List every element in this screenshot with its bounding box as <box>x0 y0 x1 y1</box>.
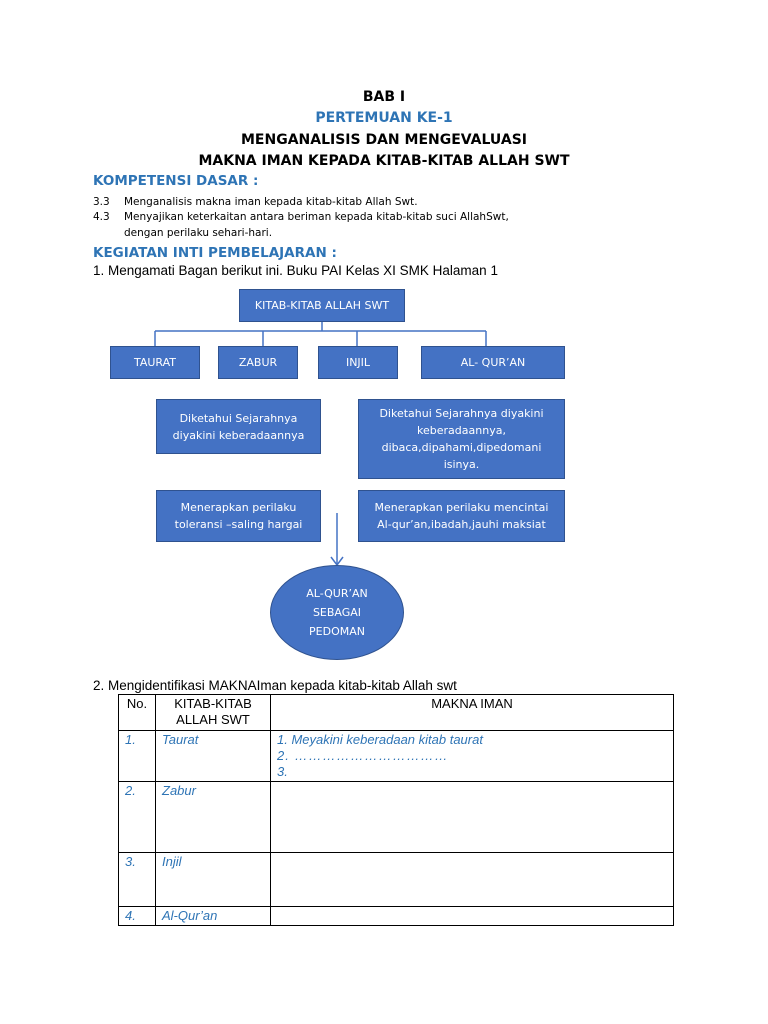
diagram-text-line: diyakini keberadaannya <box>172 428 305 442</box>
header-kitab-line: KITAB-KITAB <box>174 696 252 711</box>
diagram-left-apply-box <box>156 490 321 542</box>
row-no: 3. <box>119 853 156 907</box>
diagram-text-line: Diketahui Sejarahnya <box>179 411 298 425</box>
table-header-row <box>119 695 674 731</box>
diagram-text-line: toleransi –saling hargai <box>174 518 303 531</box>
diagram-root-box <box>239 289 405 322</box>
diagram-text-line: dibaca,dipahami,dipedomani <box>381 441 542 454</box>
header-makna: MAKNA IMAN <box>271 695 674 731</box>
table-row <box>119 907 674 926</box>
step-1-text: 1. Mengamati Bagan berikut ini. Buku PAI Kelas XI SMK Halaman 1 <box>93 263 498 278</box>
kompetensi-num: 3.3 <box>93 196 110 208</box>
diagram-right-apply-box <box>358 490 565 542</box>
diagram-text-line: Al-qur’an,ibadah,jauhi maksiat <box>377 518 546 531</box>
kompetensi-text-cont: dengan perilaku sehari-hari. <box>124 227 273 239</box>
table-row <box>119 731 674 782</box>
diagram-text-line: isinya. <box>443 458 480 471</box>
diagram-text-line: SEBAGAI <box>312 606 362 619</box>
row-kitab: Zabur <box>156 782 271 853</box>
row-no: 1. <box>119 731 156 782</box>
kompetensi-heading: KOMPETENSI DASAR : <box>93 173 259 189</box>
step-2-text: 2. Mengidentifikasi MAKNAIman kepada kitab-kitab Allah swt <box>93 678 457 693</box>
row-no: 4. <box>119 907 156 926</box>
makna-line: 2. …………………………… <box>277 748 449 763</box>
page-title-line1: MENGANALISIS DAN MENGEVALUASI <box>241 132 527 148</box>
meeting-label: PERTEMUAN KE-1 <box>315 110 453 126</box>
diagram-text-line: Menerapkan perilaku mencintai <box>374 501 549 514</box>
diagram-book-label: ZABUR <box>238 356 278 369</box>
row-kitab: Taurat <box>156 731 271 782</box>
kompetensi-num: 4.3 <box>93 211 110 223</box>
row-kitab: Al-Qur’an <box>156 907 271 926</box>
header-kitab <box>156 695 271 731</box>
diagram-left-info-box <box>156 399 321 454</box>
kegiatan-heading: KEGIATAN INTI PEMBELAJARAN : <box>93 245 337 261</box>
diagram-book-injil <box>318 346 398 379</box>
row-kitab: Injil <box>156 853 271 907</box>
row-makna[interactable] <box>271 907 674 926</box>
diagram-root-label: KITAB-KITAB ALLAH SWT <box>254 299 390 312</box>
diagram-book-zabur <box>218 346 298 379</box>
row-makna[interactable] <box>271 731 674 782</box>
diagram-result-ellipse <box>270 565 404 660</box>
diagram-book-label: AL- QUR’AN <box>460 356 526 369</box>
header-no: No. <box>119 695 156 731</box>
makna-line: 3. <box>277 764 288 779</box>
header-kitab-line: ALLAH SWT <box>176 712 250 727</box>
diagram-book-label: INJIL <box>345 356 371 369</box>
diagram-text-line: keberadaannya, <box>417 424 506 437</box>
kompetensi-text: Menyajikan keterkaitan antara beriman kepada kitab-kitab suci AllahSwt, <box>124 211 509 223</box>
diagram-book-alquran <box>421 346 565 379</box>
chapter-label: BAB I <box>362 89 406 105</box>
diagram-right-info-box <box>358 399 565 479</box>
diagram-text-line: PEDOMAN <box>309 625 365 638</box>
diagram-book-taurat <box>110 346 200 379</box>
diagram-text-line: Diketahui Sejarahnya diyakini <box>379 407 544 420</box>
kompetensi-text: Menganalisis makna iman kepada kitab-kitab Allah Swt. <box>124 196 418 208</box>
page-title-line2: MAKNA IMAN KEPADA KITAB-KITAB ALLAH SWT <box>198 153 570 169</box>
makna-line: 1. Meyakini keberadaan kitab taurat <box>277 732 483 747</box>
makna-iman-table <box>118 694 674 926</box>
row-makna[interactable] <box>271 853 674 907</box>
diagram-text-line: Menerapkan perilaku <box>180 501 297 514</box>
row-no: 2. <box>119 782 156 853</box>
diagram-text-line: AL-QUR’AN <box>306 587 368 600</box>
table-row <box>119 853 674 907</box>
table-row <box>119 782 674 853</box>
row-makna[interactable] <box>271 782 674 853</box>
diagram-book-label: TAURAT <box>133 356 177 369</box>
